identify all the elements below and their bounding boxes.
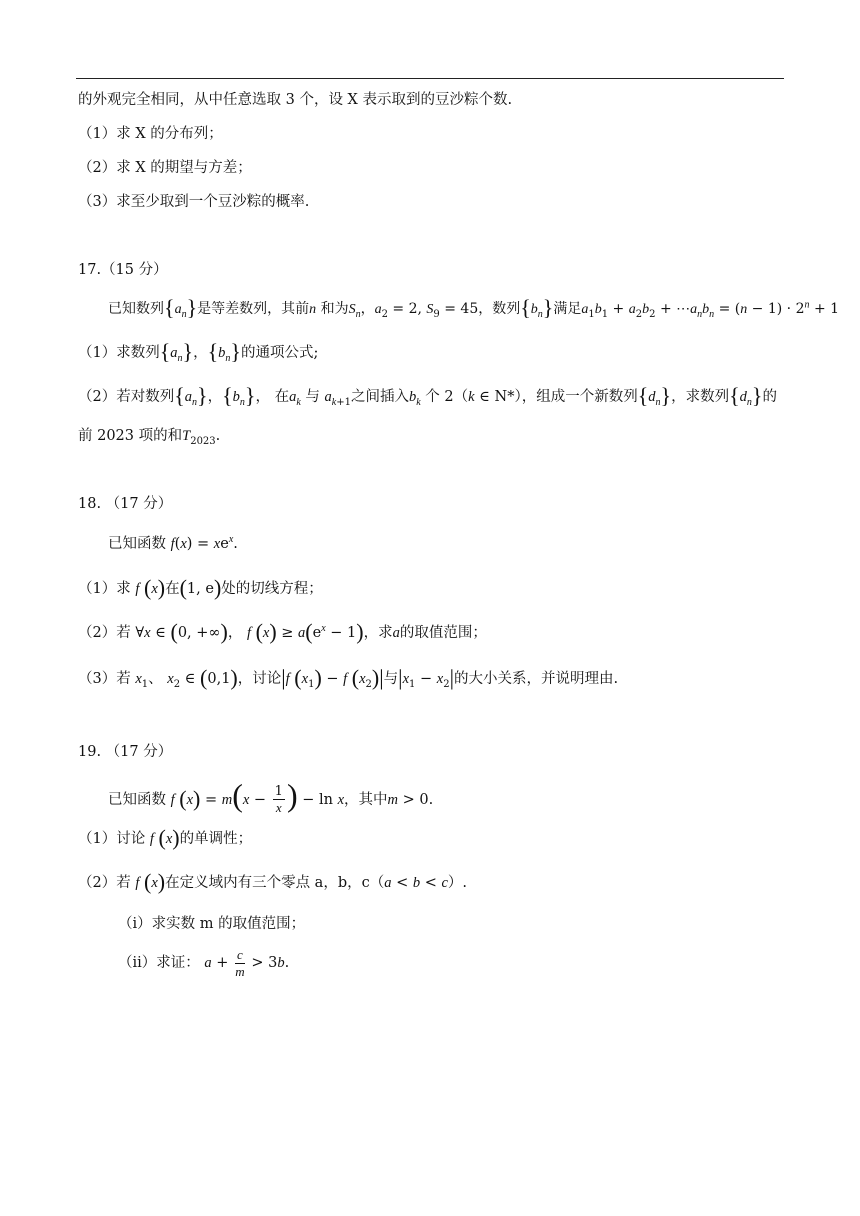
q19-stem: 已知函数 f (x) = m(x − $\frac{1}{x}$ ) − ln x，其中m > 0.: [108, 777, 434, 815]
q17-header: 17.（15 分）: [78, 262, 168, 278]
fraction-c-over-m: $\frac{c}{m}$: [235, 946, 245, 979]
q19-sub1: （ⅰ）求实数 m 的取值范围；: [118, 916, 306, 932]
q19-sub2: （ⅱ）求证： a + $\frac{c}{m}$ > 3b.: [118, 946, 290, 979]
q17-part1: （1）求数列$\{a_n\}$，$\{b_n\}$的通项公式;: [78, 339, 319, 364]
q18-part2: （2）若 ∀x ∈ (0, +∞)， f $(x) \ge a(e^x - 1)$，求a的取值范围；: [78, 619, 487, 644]
q16-continuation: 的外观完全相同，从中任意选取 3 个，设 X 表示取到的豆沙粽个数.: [78, 92, 513, 108]
q18-header: 18. （17 分）: [78, 496, 173, 512]
q19-header: 19. （17 分）: [78, 744, 173, 760]
q19-part2: （2）若 f (x)在定义域内有三个零点 a，b，c（a < b < c）.: [78, 869, 468, 894]
header-rule: [76, 78, 784, 79]
q18-part3: （3）若 $x_1$、 $x_2$ ∈ (0,1)，讨论|f $(x_1) - f$ $(x_2)|$与$|x_1 - x_2|$的大小关系，并说明理由.: [78, 665, 619, 690]
q16-part1: （1）求 X 的分布列；: [78, 126, 223, 142]
q18-stem: 已知函数 $f(x) = xe^x$.: [108, 534, 238, 552]
q17-part2-cont: 前 2023 项的和$T_{2023}$.: [78, 428, 221, 447]
q16-part3: （3）求至少取到一个豆沙粽的概率.: [78, 194, 310, 210]
q19-part1: （1）讨论 f (x)的单调性；: [78, 825, 253, 850]
q16-part2: （2）求 X 的期望与方差；: [78, 160, 252, 176]
q17-part2: （2）若对数列$\{a_n\}$，$\{b_n\}$， 在$a_k$ 与 $a_{k+1}$之间插入$b_k$ 个 2（k ∈ N*），组成一个新数列$\{d_n\}$，求数列$\{d_n\}$的: [78, 383, 777, 408]
q18-part1: （1）求 f (x)在(1, e)处的切线方程；: [78, 575, 323, 600]
q17-stem: 已知数列$\{a_n\}$是等差数列，其前n 和为$S_n$，$a_2 = 2$, $S_9 = 45$，数列$\{b_n\}$满足$a_1b_1 + a_2b_2$ + $\cdots a_nb_n = (n - 1) \cdot 2^n + 1$: [108, 295, 840, 320]
fraction-one-over-x: $\frac{1}{x}$: [274, 784, 283, 815]
